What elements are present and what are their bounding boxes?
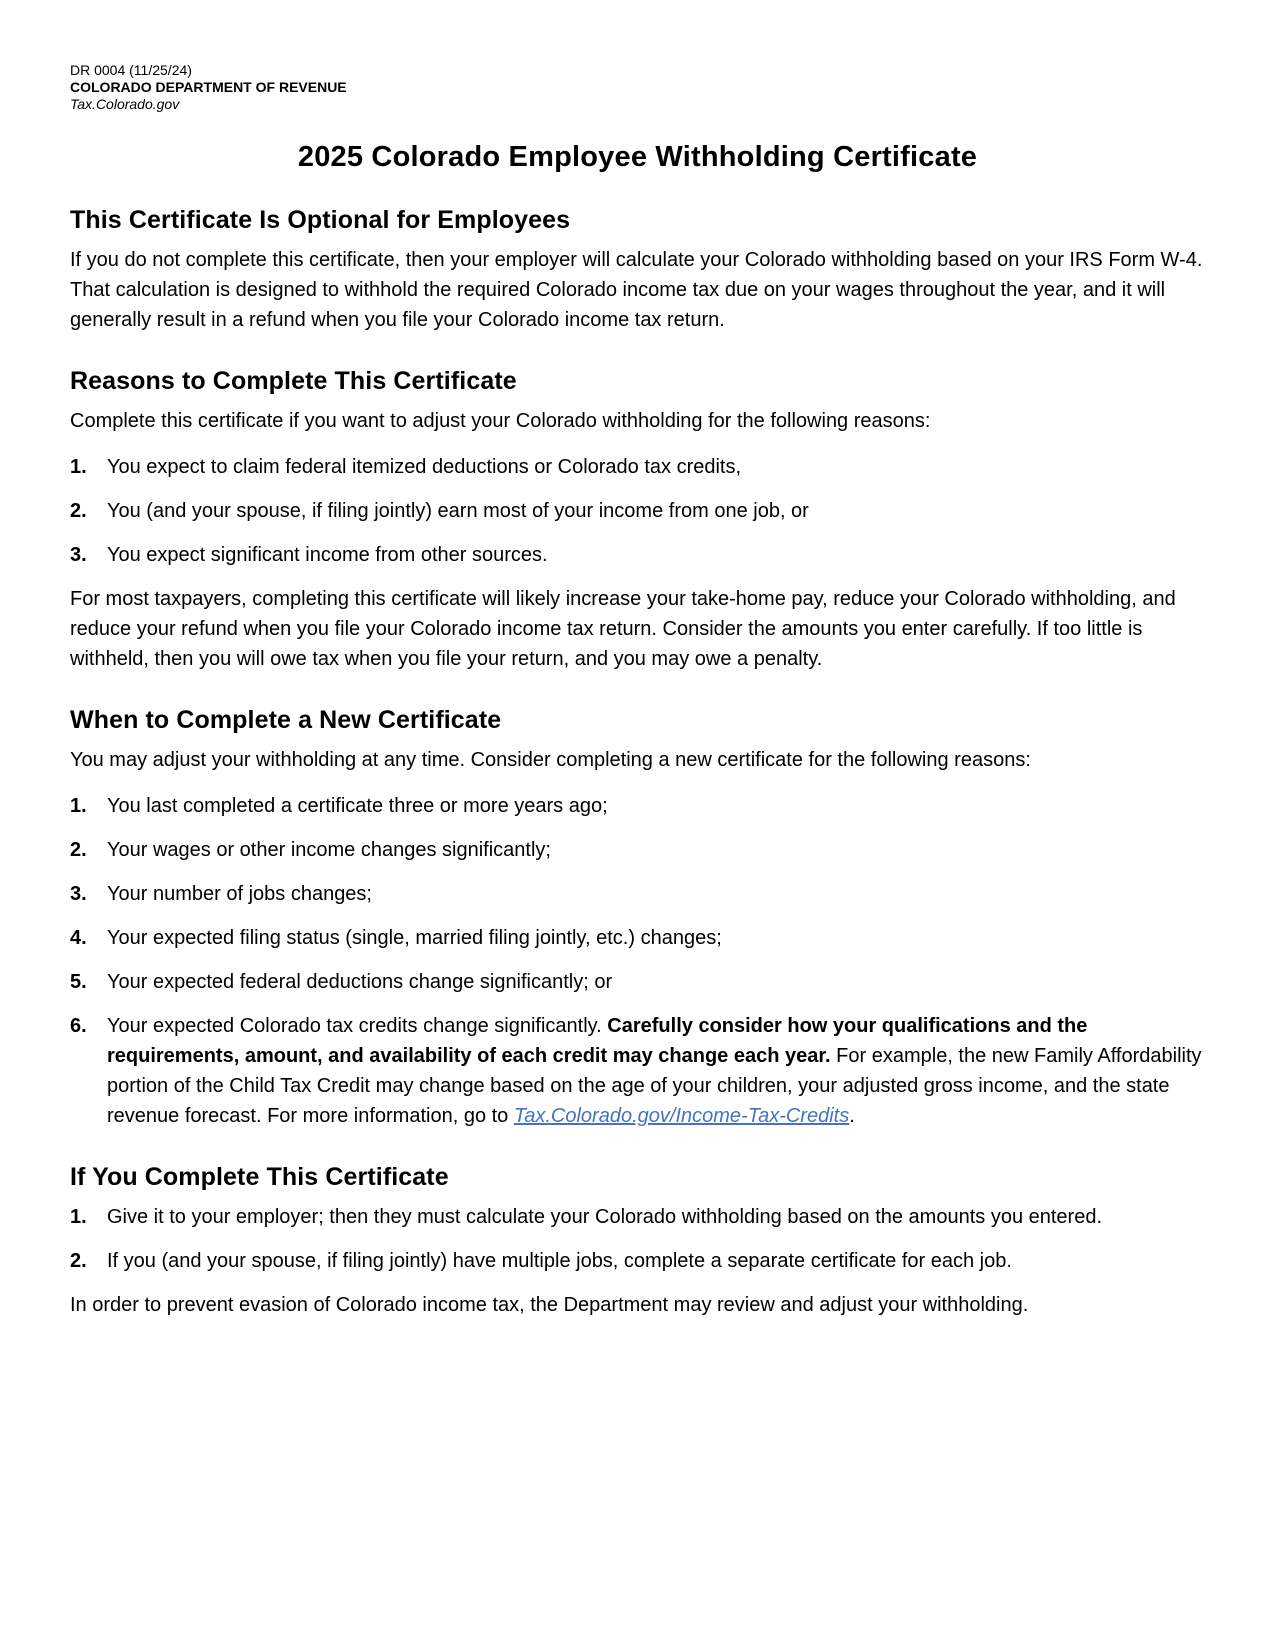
section-reasons: [70, 367, 1205, 674]
list-item-number: 6.: [70, 1015, 87, 1037]
list-item-number: 1.: [70, 1206, 87, 1228]
list-item: [70, 923, 1205, 953]
list-item-number: 2.: [70, 1250, 87, 1272]
list-item: [70, 540, 1205, 570]
form-header: [70, 62, 1205, 113]
list-item-text: You expect significant income from other sources.: [107, 544, 548, 566]
item6-text-2: For example, the new Family Affordability portion of the Child Tax Credit may change based on the age of your children, your adjusted gross income, and the state revenue forecast. For more information, go to: [107, 1045, 1202, 1127]
section-when-intro: You may adjust your withholding at any time. Consider completing a new certificate for the following reasons:: [70, 749, 1031, 771]
list-item-text: [107, 1011, 1205, 1131]
list-item-number: 1.: [70, 795, 87, 817]
form-number: DR 0004 (11/25/24): [70, 62, 192, 78]
list-item-text: Give it to your employer; then they must calculate your Colorado withholding based on the amounts you entered.: [107, 1206, 1103, 1228]
section-reasons-intro: Complete this certificate if you want to adjust your Colorado withholding for the following reasons:: [70, 410, 931, 432]
list-item-number: 1.: [70, 456, 87, 478]
section-optional-body: If you do not complete this certificate, then your employer will calculate your Colorado withholding based on your IRS Form W-4. That calculation is designed to withhold the required Colorado income tax due on your wages throughout the year, and it will generally result in a refund when you file your Colorado income tax return.: [70, 249, 1203, 331]
section-reasons-heading: Reasons to Complete This Certificate: [70, 367, 517, 395]
list-item-number: 2.: [70, 500, 87, 522]
list-item: [70, 1202, 1205, 1232]
section-optional: [70, 206, 1205, 335]
item6-text-3: .: [849, 1105, 855, 1127]
section-complete-outro: In order to prevent evasion of Colorado income tax, the Department may review and adjust your withholding.: [70, 1294, 1029, 1316]
list-item-text: You last completed a certificate three or more years ago;: [107, 795, 608, 817]
list-item-text: Your expected federal deductions change significantly; or: [107, 971, 613, 993]
list-item: [70, 879, 1205, 909]
list-item: [70, 496, 1205, 526]
list-item-number: 3.: [70, 544, 87, 566]
list-item: [70, 791, 1205, 821]
list-item: [70, 967, 1205, 997]
list-item-number: 4.: [70, 927, 87, 949]
income-tax-credits-link[interactable]: Tax.Colorado.gov/Income-Tax-Credits: [513, 1105, 850, 1127]
list-item-number: 5.: [70, 971, 87, 993]
list-item-text: You (and your spouse, if filing jointly) earn most of your income from one job, or: [107, 500, 809, 522]
section-when: [70, 706, 1205, 1131]
list-item-text: You expect to claim federal itemized deductions or Colorado tax credits,: [107, 456, 742, 478]
complete-list: [70, 1202, 1205, 1276]
agency-website: Tax.Colorado.gov: [70, 96, 180, 112]
list-item-text: Your wages or other income changes significantly;: [107, 839, 551, 861]
list-item-6: [70, 1011, 1205, 1131]
section-complete-heading: If You Complete This Certificate: [70, 1163, 449, 1191]
list-item: [70, 1246, 1205, 1276]
section-complete: [70, 1163, 1205, 1320]
list-item-number: 2.: [70, 839, 87, 861]
list-item-text: Your number of jobs changes;: [107, 883, 372, 905]
item6-text-1: Your expected Colorado tax credits change significantly.: [107, 1015, 608, 1037]
list-item-text: Your expected filing status (single, married filing jointly, etc.) changes;: [107, 927, 722, 949]
item6-bold-text: Carefully consider how your qualifications and the requirements, amount, and availability of each credit may change each year.: [107, 1015, 1088, 1067]
section-reasons-outro: For most taxpayers, completing this certificate will likely increase your take-home pay, reduce your Colorado withholding, and reduce your refund when you file your Colorado income tax return. Consider the amounts you enter carefully. If too little is withheld, then you will owe tax when you file your return, and you may owe a penalty.: [70, 588, 1176, 670]
when-list: [70, 791, 1205, 1131]
agency-name: COLORADO DEPARTMENT OF REVENUE: [70, 79, 347, 95]
list-item-number: 3.: [70, 883, 87, 905]
reasons-list: [70, 452, 1205, 570]
document-title: 2025 Colorado Employee Withholding Certificate: [297, 141, 978, 173]
list-item: [70, 835, 1205, 865]
list-item-text: If you (and your spouse, if filing jointly) have multiple jobs, complete a separate certificate for each job.: [107, 1250, 1012, 1272]
list-item: [70, 452, 1205, 482]
section-optional-heading: This Certificate Is Optional for Employees: [70, 206, 571, 234]
section-when-heading: When to Complete a New Certificate: [70, 706, 502, 734]
